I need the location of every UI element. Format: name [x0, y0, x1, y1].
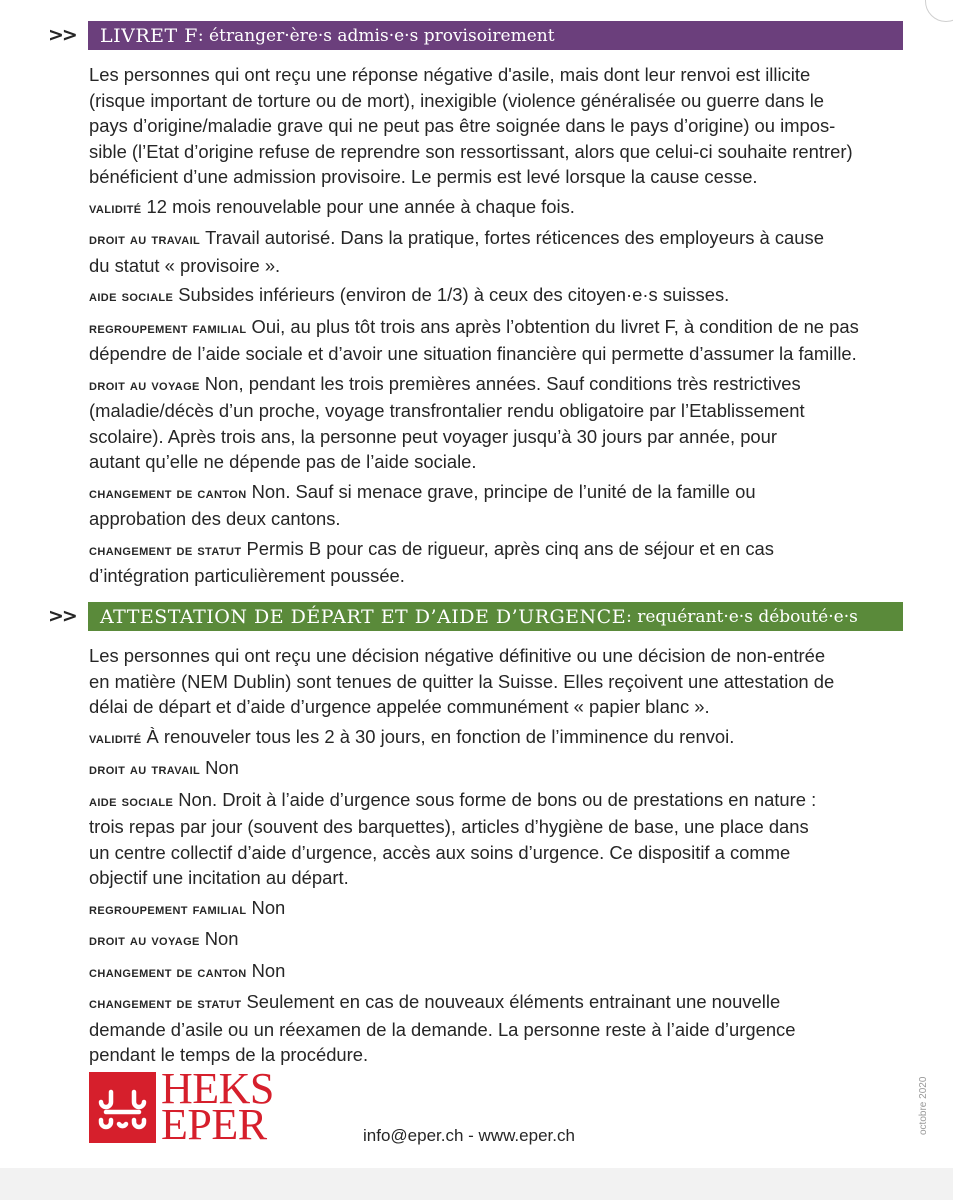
info-row-first-line	[89, 724, 909, 752]
bottom-strip	[0, 1168, 953, 1200]
section1-title: LIVRET F	[100, 24, 198, 47]
info-value-line: dépendre de l’aide sociale et d’avoir une situation financière qui permette d’assumer la famille.	[89, 343, 857, 364]
info-row-first-line	[89, 958, 909, 986]
section2-title-bar	[88, 602, 903, 631]
info-label: changement de canton	[89, 484, 247, 502]
info-row	[89, 989, 909, 1068]
info-row	[89, 225, 909, 278]
intro-line: Les personnes qui ont reçu une décision négative définitive ou une décision de non-entrée	[89, 645, 826, 666]
info-value: Non	[251, 896, 286, 918]
section2-subtitle: : requérant·e·s débouté·e·s	[626, 606, 858, 627]
info-row-first-line	[89, 536, 909, 564]
info-label: aide sociale	[89, 792, 174, 810]
intro-line: (risque important de torture ou de mort), inexigible (violence généralisée ou guerre dans le	[89, 89, 825, 111]
info-label: regroupement familial	[89, 319, 247, 337]
info-label: changement de canton	[89, 963, 247, 981]
info-row-first-line	[89, 895, 909, 923]
info-row	[89, 194, 909, 222]
info-row-first-line	[89, 755, 909, 783]
intro-line: bénéficient d’une admission provisoire. Le permis est levé lorsque la cause cesse.	[89, 166, 758, 187]
info-row	[89, 371, 909, 475]
info-row	[89, 926, 909, 954]
info-value: Non. Droit à l’aide d’urgence sous forme de bons ou de prestations en nature :	[178, 788, 817, 810]
info-value-line: demande d’asile ou un réexamen de la demande. La personne reste à l’aide d’urgence	[89, 1018, 796, 1040]
info-value-line: (maladie/décès d’un proche, voyage transfrontalier rendu obligatoire par l’Etablissement	[89, 400, 805, 421]
info-value: À renouveler tous les 2 à 30 jours, en fonction de l’imminence du renvoi.	[146, 725, 735, 747]
info-value-line: du statut « provisoire ».	[89, 254, 281, 276]
info-row	[89, 724, 909, 752]
info-row-first-line	[89, 926, 909, 954]
info-row-first-line	[89, 989, 909, 1017]
section1-header	[48, 21, 903, 50]
chevron-icon: >>	[48, 24, 76, 46]
info-value-line: approbation des deux cantons.	[89, 508, 341, 529]
section2-body	[89, 643, 909, 1068]
info-value-line: scolaire). Après trois ans, la personne peut voyager jusqu’à 30 jours par année, pour	[89, 425, 778, 447]
info-row	[89, 282, 909, 310]
info-row	[89, 755, 909, 783]
info-value: Non	[205, 757, 239, 778]
intro-line: Les personnes qui ont reçu une réponse négative d'asile, mais dont leur renvoi est illicite	[89, 64, 811, 85]
logo-line1: HEKS	[161, 1064, 274, 1113]
section1-subtitle: : étranger·ère·s admis·e·s provisoirement	[197, 25, 555, 46]
section1-title-bar	[88, 21, 903, 50]
info-row-first-line	[89, 314, 909, 342]
logo-text	[161, 1064, 274, 1149]
intro-line: en matière (NEM Dublin) sont tenues de quitter la Suisse. Elles reçoivent une attestation de	[89, 670, 835, 692]
info-row-first-line	[89, 371, 909, 399]
info-row	[89, 536, 909, 589]
chevron-icon: >>	[48, 605, 76, 627]
info-label: droit au voyage	[89, 376, 200, 394]
info-label: validité	[89, 199, 142, 217]
info-label: changement de statut	[89, 995, 242, 1012]
info-row	[89, 314, 909, 367]
intro-line: sible (l’Etat d’origine refuse de reprendre son ressortissant, alors que celui-ci souhaite rentrer)	[89, 140, 853, 162]
info-value: Non	[204, 928, 239, 949]
info-row-first-line	[89, 194, 909, 222]
page-corner-button[interactable]	[925, 0, 953, 22]
info-label: validité	[89, 729, 142, 747]
info-value: Travail autorisé. Dans la pratique, fortes réticences des employeurs à cause	[205, 227, 824, 248]
info-value: Non	[251, 959, 286, 981]
info-value: Permis B pour cas de rigueur, après cinq ans de séjour et en cas	[246, 537, 774, 559]
info-row-first-line	[89, 479, 909, 507]
info-row	[89, 787, 909, 891]
section2-header	[48, 602, 903, 631]
info-value: Oui, au plus tôt trois ans après l’obtention du livret F, à condition de ne pas	[251, 315, 859, 337]
info-label: regroupement familial	[89, 900, 247, 918]
info-value-line: trois repas par jour (souvent des barquettes), articles d’hygiène de base, une place dans	[89, 816, 809, 837]
info-row-first-line	[89, 225, 909, 253]
info-value: Non, pendant les trois premières années. Sauf conditions très restrictives	[204, 372, 801, 394]
info-label: droit au travail	[89, 231, 201, 248]
info-label: droit au travail	[89, 761, 201, 778]
heks-eper-logo	[89, 1064, 274, 1149]
logo-line2: EPER	[161, 1100, 267, 1149]
intro-line: pays d’origine/maladie grave qui ne peut pas être soignée dans le pays d’origine) ou impos-	[89, 115, 836, 136]
info-row	[89, 479, 909, 532]
info-value-line: un centre collectif d’aide d’urgence, accès aux soins d’urgence. Ce dispositif a comme	[89, 841, 791, 863]
info-row	[89, 958, 909, 986]
info-value: Seulement en cas de nouveaux éléments entrainant une nouvelle	[246, 991, 781, 1012]
info-value-line: pendant le temps de la procédure.	[89, 1044, 369, 1065]
intro-paragraph	[89, 643, 909, 720]
section2-title: ATTESTATION DE DÉPART ET D’AIDE D’URGENCE	[100, 605, 627, 628]
info-row-first-line	[89, 787, 909, 815]
info-value-line: d’intégration particulièrement poussée.	[89, 565, 405, 586]
info-value: Subsides inférieurs (environ de 1/3) à ceux des citoyen·e·s suisses.	[178, 284, 730, 305]
info-value-line: autant qu’elle ne dépende pas de l’aide sociale.	[89, 451, 477, 472]
info-value: 12 mois renouvelable pour une année à chaque fois.	[146, 195, 575, 217]
print-date: octobre 2020	[918, 1076, 929, 1135]
contact-info: info@eper.ch - www.eper.ch	[363, 1126, 575, 1145]
info-label: changement de statut	[89, 541, 242, 559]
info-value-line: objectif une incitation au départ.	[89, 867, 349, 888]
intro-line: délai de départ et d’aide d’urgence appelée communément « papier blanc ».	[89, 696, 710, 717]
section1-body	[89, 62, 909, 589]
info-row-first-line	[89, 282, 909, 310]
intro-paragraph	[89, 62, 909, 190]
logo-mark-icon	[89, 1072, 156, 1143]
info-label: aide sociale	[89, 288, 174, 305]
info-row	[89, 895, 909, 923]
info-label: droit au voyage	[89, 932, 200, 949]
info-value: Non. Sauf si menace grave, principe de l’unité de la famille ou	[251, 480, 756, 502]
